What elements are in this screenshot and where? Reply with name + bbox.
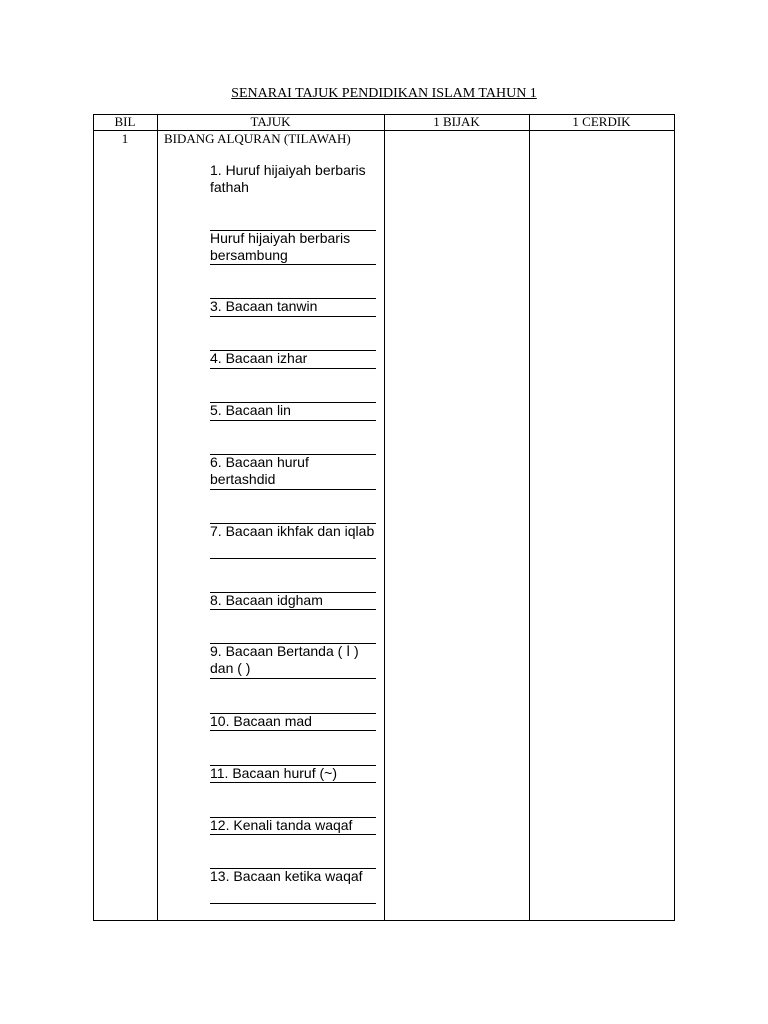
row-bil: 1 [121, 131, 129, 146]
document-title: SENARAI TAJUK PENDIDIKAN ISLAM TAHUN 1 [231, 86, 537, 101]
header-1-cerdik: 1 CERDIK [572, 114, 631, 129]
topic-rule [210, 368, 376, 369]
topic-rule [210, 609, 376, 610]
topic-item: 4. Bacaan izhar [210, 350, 308, 366]
topic-rule [210, 834, 376, 835]
topic-item: 7. Bacaan ikhfak dan iqlab [210, 523, 375, 539]
topic-rule [210, 558, 376, 559]
topic-item: 5. Bacaan lin [210, 402, 291, 418]
header-tajuk: TAJUK [250, 114, 291, 129]
topic-rule [210, 264, 376, 265]
topic-item: 12. Kenali tanda waqaf [210, 817, 353, 833]
table-left-border [93, 114, 94, 921]
column-divider-bijak [529, 114, 530, 921]
topic-item: 1. Huruf hijaiyah berbaris fathah [210, 162, 366, 195]
header-1-bijak: 1 BIJAK [433, 114, 480, 129]
topic-rule [210, 420, 376, 421]
topic-item: 3. Bacaan tanwin [210, 298, 318, 314]
topic-item: 13. Bacaan ketika waqaf [210, 868, 363, 884]
topic-item: 9. Bacaan Bertanda ( ا ) dan ( ) [210, 643, 359, 676]
topic-rule [210, 782, 376, 783]
header-bil: BIL [114, 114, 136, 129]
topic-rule [210, 730, 376, 731]
column-divider-tajuk [384, 114, 385, 921]
topic-rule [210, 316, 376, 317]
topic-item: Huruf hijaiyah berbaris bersambung [210, 230, 351, 263]
topic-item: 11. Bacaan huruf (~) [210, 765, 337, 781]
topic-item: 6. Bacaan huruf bertashdid [210, 454, 309, 487]
topic-rule [210, 489, 376, 490]
topic-rule [210, 903, 376, 904]
topic-item: 10. Bacaan mad [210, 713, 312, 729]
topic-item: 8. Bacaan idgham [210, 592, 323, 608]
table-right-border [674, 114, 675, 921]
topic-rule [210, 678, 376, 679]
column-divider-bil [157, 114, 158, 921]
section-heading: BIDANG ALQURAN (TILAWAH) [164, 131, 351, 146]
